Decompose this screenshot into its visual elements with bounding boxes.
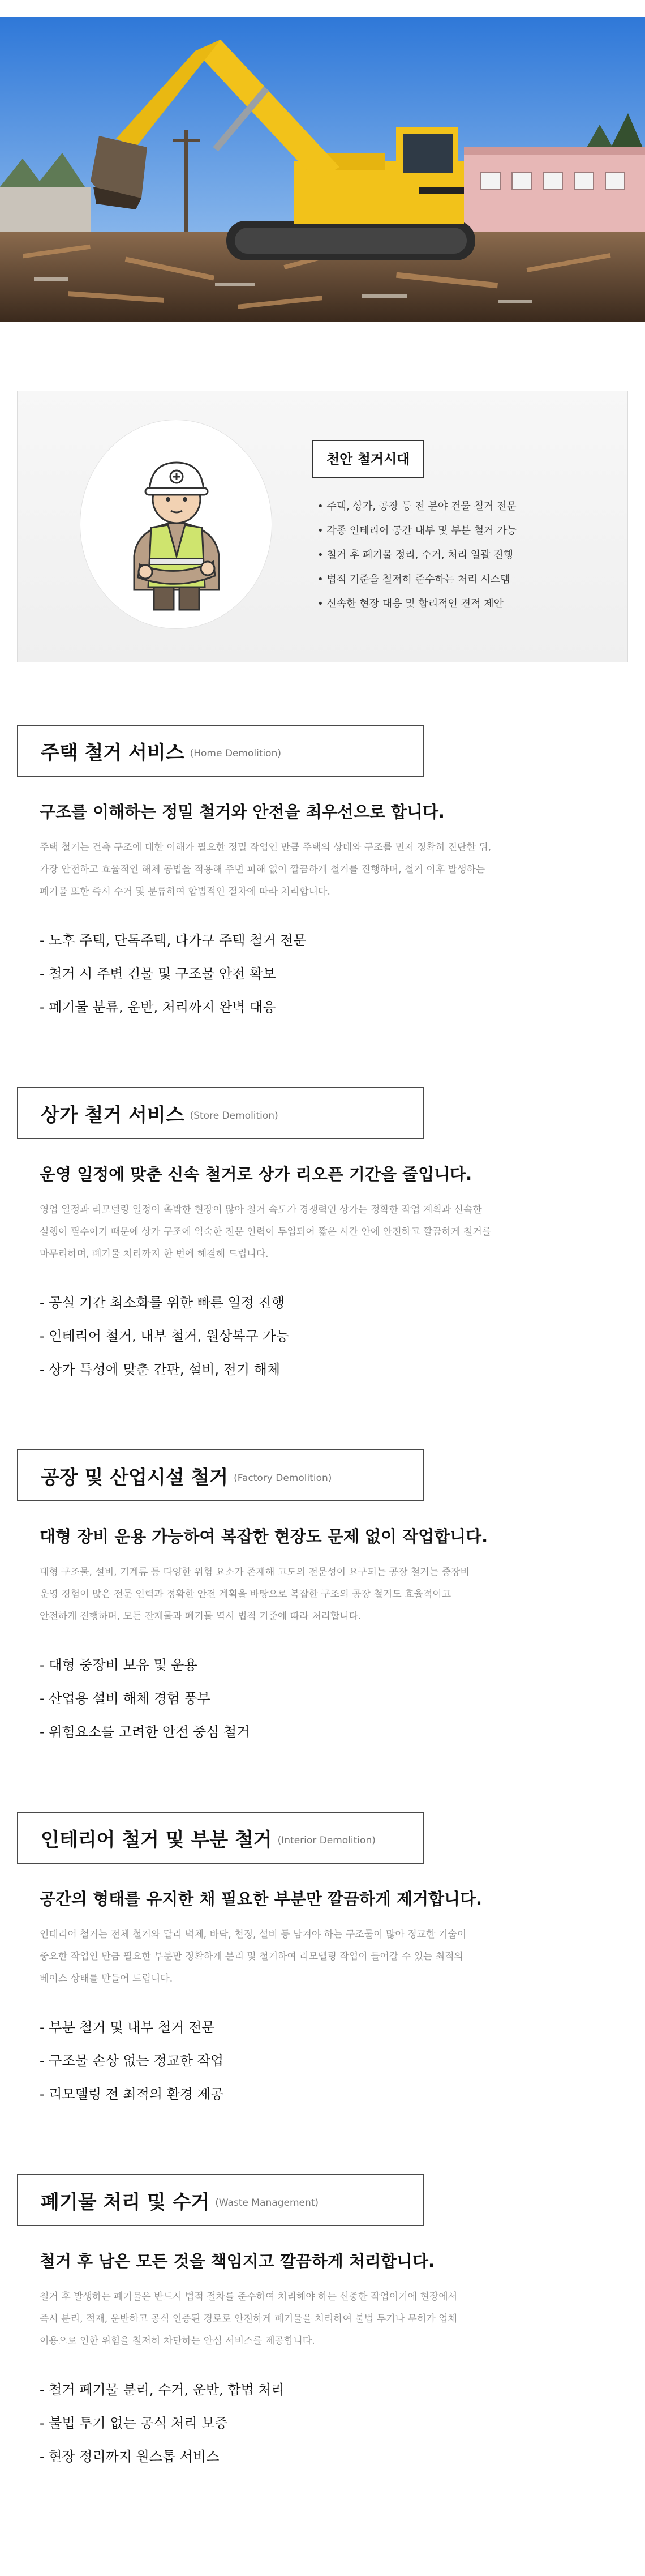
section-description <box>40 2286 611 2352</box>
section-header <box>17 1087 424 1139</box>
description-line: 안전하게 진행하며, 모든 잔재물과 폐기물 역시 법적 기준에 따라 처리합니다. <box>40 1611 362 1622</box>
section-title: 폐기물 처리 및 수거 <box>41 2190 210 2214</box>
point-item: - 철거 시 주변 건물 및 구조물 안전 확보 <box>40 957 306 991</box>
section-waste-management <box>0 2174 645 2491</box>
point-item: - 현장 정리까지 원스톱 서비스 <box>40 2440 285 2474</box>
hero-image <box>0 17 645 322</box>
point-item: - 위험요소를 고려한 안전 중심 철거 <box>40 1715 250 1749</box>
section-title: 공장 및 산업시설 철거 <box>41 1466 229 1489</box>
point-item: - 구조물 손상 없는 정교한 작업 <box>40 2044 223 2078</box>
section-subtitle: (Factory Demolition) <box>234 1473 332 1484</box>
section-lead: 공간의 형태를 유지한 채 필요한 부분만 깔끔하게 제거합니다. <box>40 1889 483 1909</box>
section-description <box>40 837 611 903</box>
section-description <box>40 1199 611 1265</box>
section-home-demolition <box>0 725 645 1042</box>
description-line: 가장 안전하고 효율적인 해체 공법을 적용해 주변 피해 없이 깔끔하게 철거를 진행하며, 철거 이후 발생하는 <box>40 864 485 875</box>
worker-avatar <box>80 420 272 629</box>
section-points <box>40 1649 250 1749</box>
point-item: - 부분 철거 및 내부 철거 전문 <box>40 2011 223 2044</box>
feature-item: • 신속한 현장 대응 및 합리적인 견적 제안 <box>317 592 517 616</box>
section-header <box>17 1449 424 1501</box>
point-item: - 산업용 설비 해체 경험 풍부 <box>40 1682 250 1715</box>
section-title: 인테리어 철거 및 부분 철거 <box>41 1828 272 1851</box>
section-lead: 대형 장비 운용 가능하여 복잡한 현장도 문제 없이 작업합니다. <box>40 1527 488 1546</box>
description-line: 인테리어 철거는 전체 철거와 달리 벽체, 바닥, 천정, 설비 등 남겨야 하는 구조물이 많아 정교한 기술이 <box>40 1929 467 1940</box>
point-item: - 폐기물 분류, 운반, 처리까지 완벽 대응 <box>40 991 306 1024</box>
section-lead: 운영 일정에 맞춘 신속 철거로 상가 리오픈 기간을 줄입니다. <box>40 1165 472 1184</box>
point-item: - 인테리어 철거, 내부 철거, 원상복구 가능 <box>40 1320 289 1353</box>
description-line: 주택 철거는 건축 구조에 대한 이해가 필요한 정밀 작업인 만큼 주택의 상태와 구조를 먼저 정확히 진단한 뒤, <box>40 842 492 853</box>
section-factory-demolition <box>0 1449 645 1766</box>
section-header <box>17 1812 424 1864</box>
section-subtitle: (Interior Demolition) <box>277 1835 376 1846</box>
feature-item: • 법적 기준을 철저히 준수하는 처리 시스템 <box>317 567 517 592</box>
description-line: 철거 후 발생하는 폐기물은 반드시 법적 절차를 준수하여 처리해야 하는 신중한 작업이기에 현장에서 <box>40 2291 458 2303</box>
intro-box <box>17 391 628 662</box>
description-line: 즉시 분리, 적재, 운반하고 공식 인증된 경로로 안전하게 폐기물을 처리하여 불법 투기나 무허가 업체 <box>40 2313 457 2325</box>
point-item: - 리모델링 전 최적의 환경 제공 <box>40 2078 223 2111</box>
section-interior-demolition <box>0 1812 645 2129</box>
section-subtitle: (Waste Management) <box>215 2197 319 2209</box>
section-lead: 구조를 이해하는 정밀 철거와 안전을 최우선으로 합니다. <box>40 802 445 821</box>
section-title: 상가 철거 서비스 <box>41 1103 184 1127</box>
description-line: 실행이 필수이기 때문에 상가 구조에 익숙한 전문 인력이 투입되어 짧은 시간 안에 안전하고 깔끔하게 철거를 <box>40 1226 492 1238</box>
point-item: - 노후 주택, 단독주택, 다가구 주택 철거 전문 <box>40 924 306 957</box>
section-subtitle: (Home Demolition) <box>190 748 281 759</box>
section-header <box>17 725 424 777</box>
description-line: 이용으로 인한 위험을 철저히 차단하는 안심 서비스를 제공합니다. <box>40 2335 315 2347</box>
point-item: - 철거 폐기물 분리, 수거, 운반, 합법 처리 <box>40 2373 285 2407</box>
description-line: 운영 경험이 많은 전문 인력과 정확한 안전 계획을 바탕으로 복잡한 구조의 공장 철거도 효율적이고 <box>40 1589 452 1600</box>
feature-item: • 주택, 상가, 공장 등 전 분야 건물 철거 전문 <box>317 494 517 519</box>
description-line: 폐기물 또한 즉시 수거 및 분류하여 합법적인 절차에 따라 처리합니다. <box>40 886 330 897</box>
section-description <box>40 1924 611 1990</box>
description-line: 베이스 상태를 만들어 드립니다. <box>40 1973 173 1984</box>
section-points <box>40 2373 285 2474</box>
section-points <box>40 2011 223 2111</box>
worker-with-hardhat-icon <box>114 443 239 613</box>
point-item: - 대형 중장비 보유 및 운용 <box>40 1649 250 1682</box>
feature-item: • 철거 후 폐기물 정리, 수거, 처리 일괄 진행 <box>317 543 517 567</box>
description-line: 마무리하며, 폐기물 처리까지 한 번에 해결해 드립니다. <box>40 1248 269 1260</box>
section-header <box>17 2174 424 2226</box>
description-line: 중요한 작업인 만큼 필요한 부분만 정확하게 분리 및 철거하여 리모델링 작업이 들어갈 수 있는 최적의 <box>40 1951 463 1962</box>
description-line: 영업 일정과 리모델링 일정이 촉박한 현장이 많아 철거 속도가 경쟁력인 상가는 정확한 작업 계획과 신속한 <box>40 1204 482 1216</box>
section-subtitle: (Store Demolition) <box>190 1110 278 1122</box>
section-points <box>40 924 306 1024</box>
feature-list <box>317 494 517 616</box>
point-item: - 불법 투기 없는 공식 처리 보증 <box>40 2407 285 2440</box>
section-description <box>40 1561 611 1628</box>
feature-item: • 각종 인테리어 공간 내부 및 부분 철거 가능 <box>317 519 517 543</box>
description-line: 대형 구조물, 설비, 기계류 등 다양한 위험 요소가 존재해 고도의 전문성이 요구되는 공장 철거는 중장비 <box>40 1567 470 1578</box>
section-points <box>40 1286 289 1387</box>
section-lead: 철거 후 남은 모든 것을 책임지고 깔끔하게 처리합니다. <box>40 2252 435 2271</box>
point-item: - 공실 기간 최소화를 위한 빠른 일정 진행 <box>40 1286 289 1320</box>
company-name: 천안 철거시대 <box>312 440 424 478</box>
section-store-demolition <box>0 1087 645 1404</box>
point-item: - 상가 특성에 맞춘 간판, 설비, 전기 해체 <box>40 1353 289 1387</box>
section-title: 주택 철거 서비스 <box>41 741 184 764</box>
